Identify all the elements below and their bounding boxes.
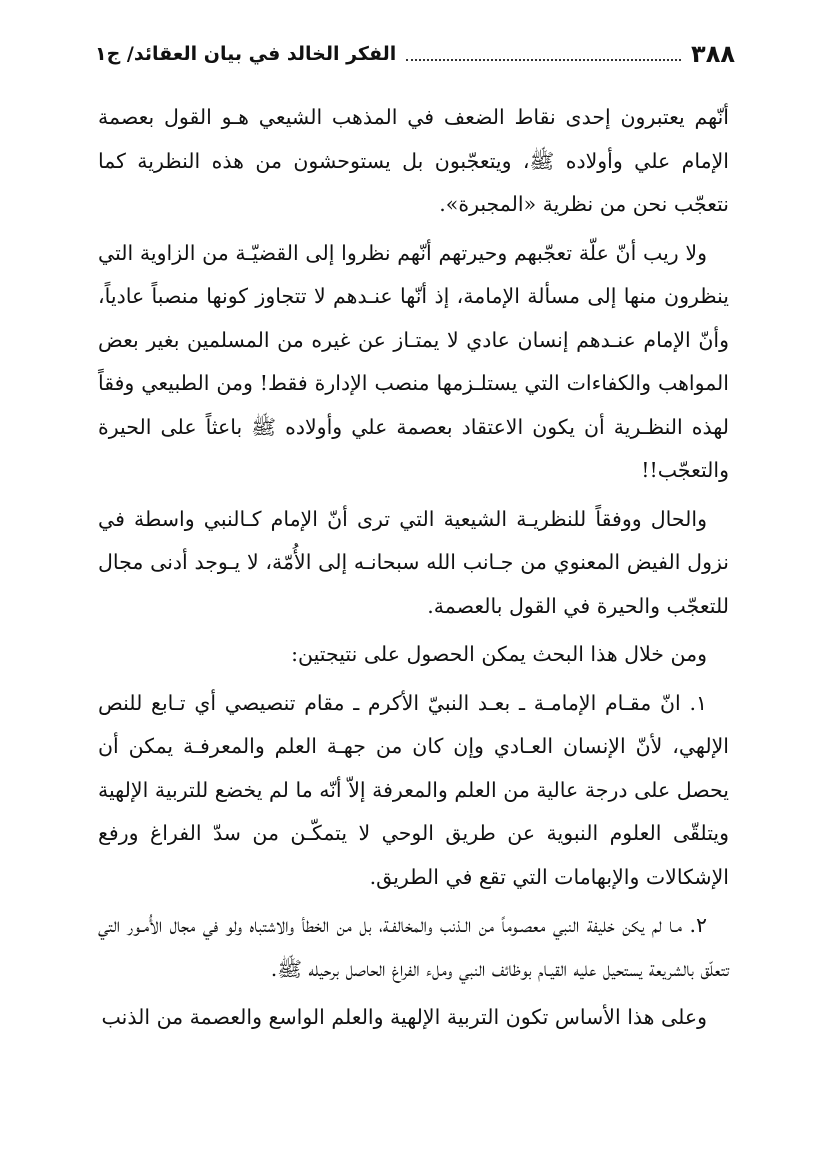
paragraph-3: والحال ووفقاً للنظريـة الشيعية التي ترى أنّ الإمام كـالنبي واسطة في نزول الفيض المعنوي من جـانب الله سبحانـه إلى الأُمّة، لا يـوجد أدنى مجال للتعجّب والحيرة في القول بالعصمة. <box>98 506 729 618</box>
page-body <box>98 96 729 1045</box>
header-dotted-rule <box>406 59 681 61</box>
page-header <box>95 34 735 74</box>
paragraph-2: ولا ريب أنّ علّة تعجّبهم وحيرتهم أنّهم نظروا إلى القضيّـة من الزاوية التي ينظرون منها إلى مسألة الإمامة، إذ أنّها عنـدهم لا تتجاوز كونها منصباً عادياً، وأنّ الإمام عنـدهم إنسان عادي لا يمتـاز عن غيره من المسلمين بغير بعض المواهب والكفاءات التي يستلـزمها منصب الإدارة فقط! ومن الطبيعي وفقاً لهذه النظـرية أن يكون الاعتقاد بعصمة علي وأولاده ﷺ باعثاً على الحيرة والتعجّب!! <box>98 240 729 482</box>
list-item-1: ١. انّ مقـام الإمامـة ـ بعـد النبيّ الأكرم ـ مقام تنصيصي أي تـابع للنص الإلهي، لأنّ الإنسان العـادي وإن كان من جهـة العلم والمعرفـة يمكن أن يحصل على درجة عالية من العلم والمعرفة إلاّ أنّه ما لم يخضع للتربية الإلهية ويتلقّى العلوم النبوية عن طريق الوحي لا يتمكّـن من سدّ الفراغ ورفع الإشكالات والإبهامات التي تقع في الطريق. <box>98 690 729 889</box>
paragraph-4: ومن خلال هذا البحث يمكن الحصول على نتيجتين: <box>291 642 707 666</box>
paragraph-5: وعلى هذا الأساس تكون التربية الإلهية والعلم الواسع والعصمة من الذنب <box>101 1005 707 1029</box>
running-title: الفكر الخالد في بيان العقائد/ ج١ <box>95 43 397 65</box>
paragraph-1: أنّهم يعتبرون إحدى نقاط الضعف في المذهب الشيعي هـو القول بعصمة الإمام علي وأولاده ﷺ، ويتعجّبون بل يستوحشون من هذه النظرية كما نتعجّب نحن من نظرية «المجبرة». <box>98 105 729 216</box>
page-number: ٣٨٨ <box>691 40 735 68</box>
list-item-2: ٢. مـا لم يكن خليفة النبي معصـوماً من الـذنب والمخالفـة، بل من الخطأ والاشتباه ولو في مجال الأُمـور التي تتعلّق بالشريعة يستحيل عليه القيـام بوظائف النبي وملء الفراغ الحاصل برحيله ﷺ. <box>98 913 729 981</box>
